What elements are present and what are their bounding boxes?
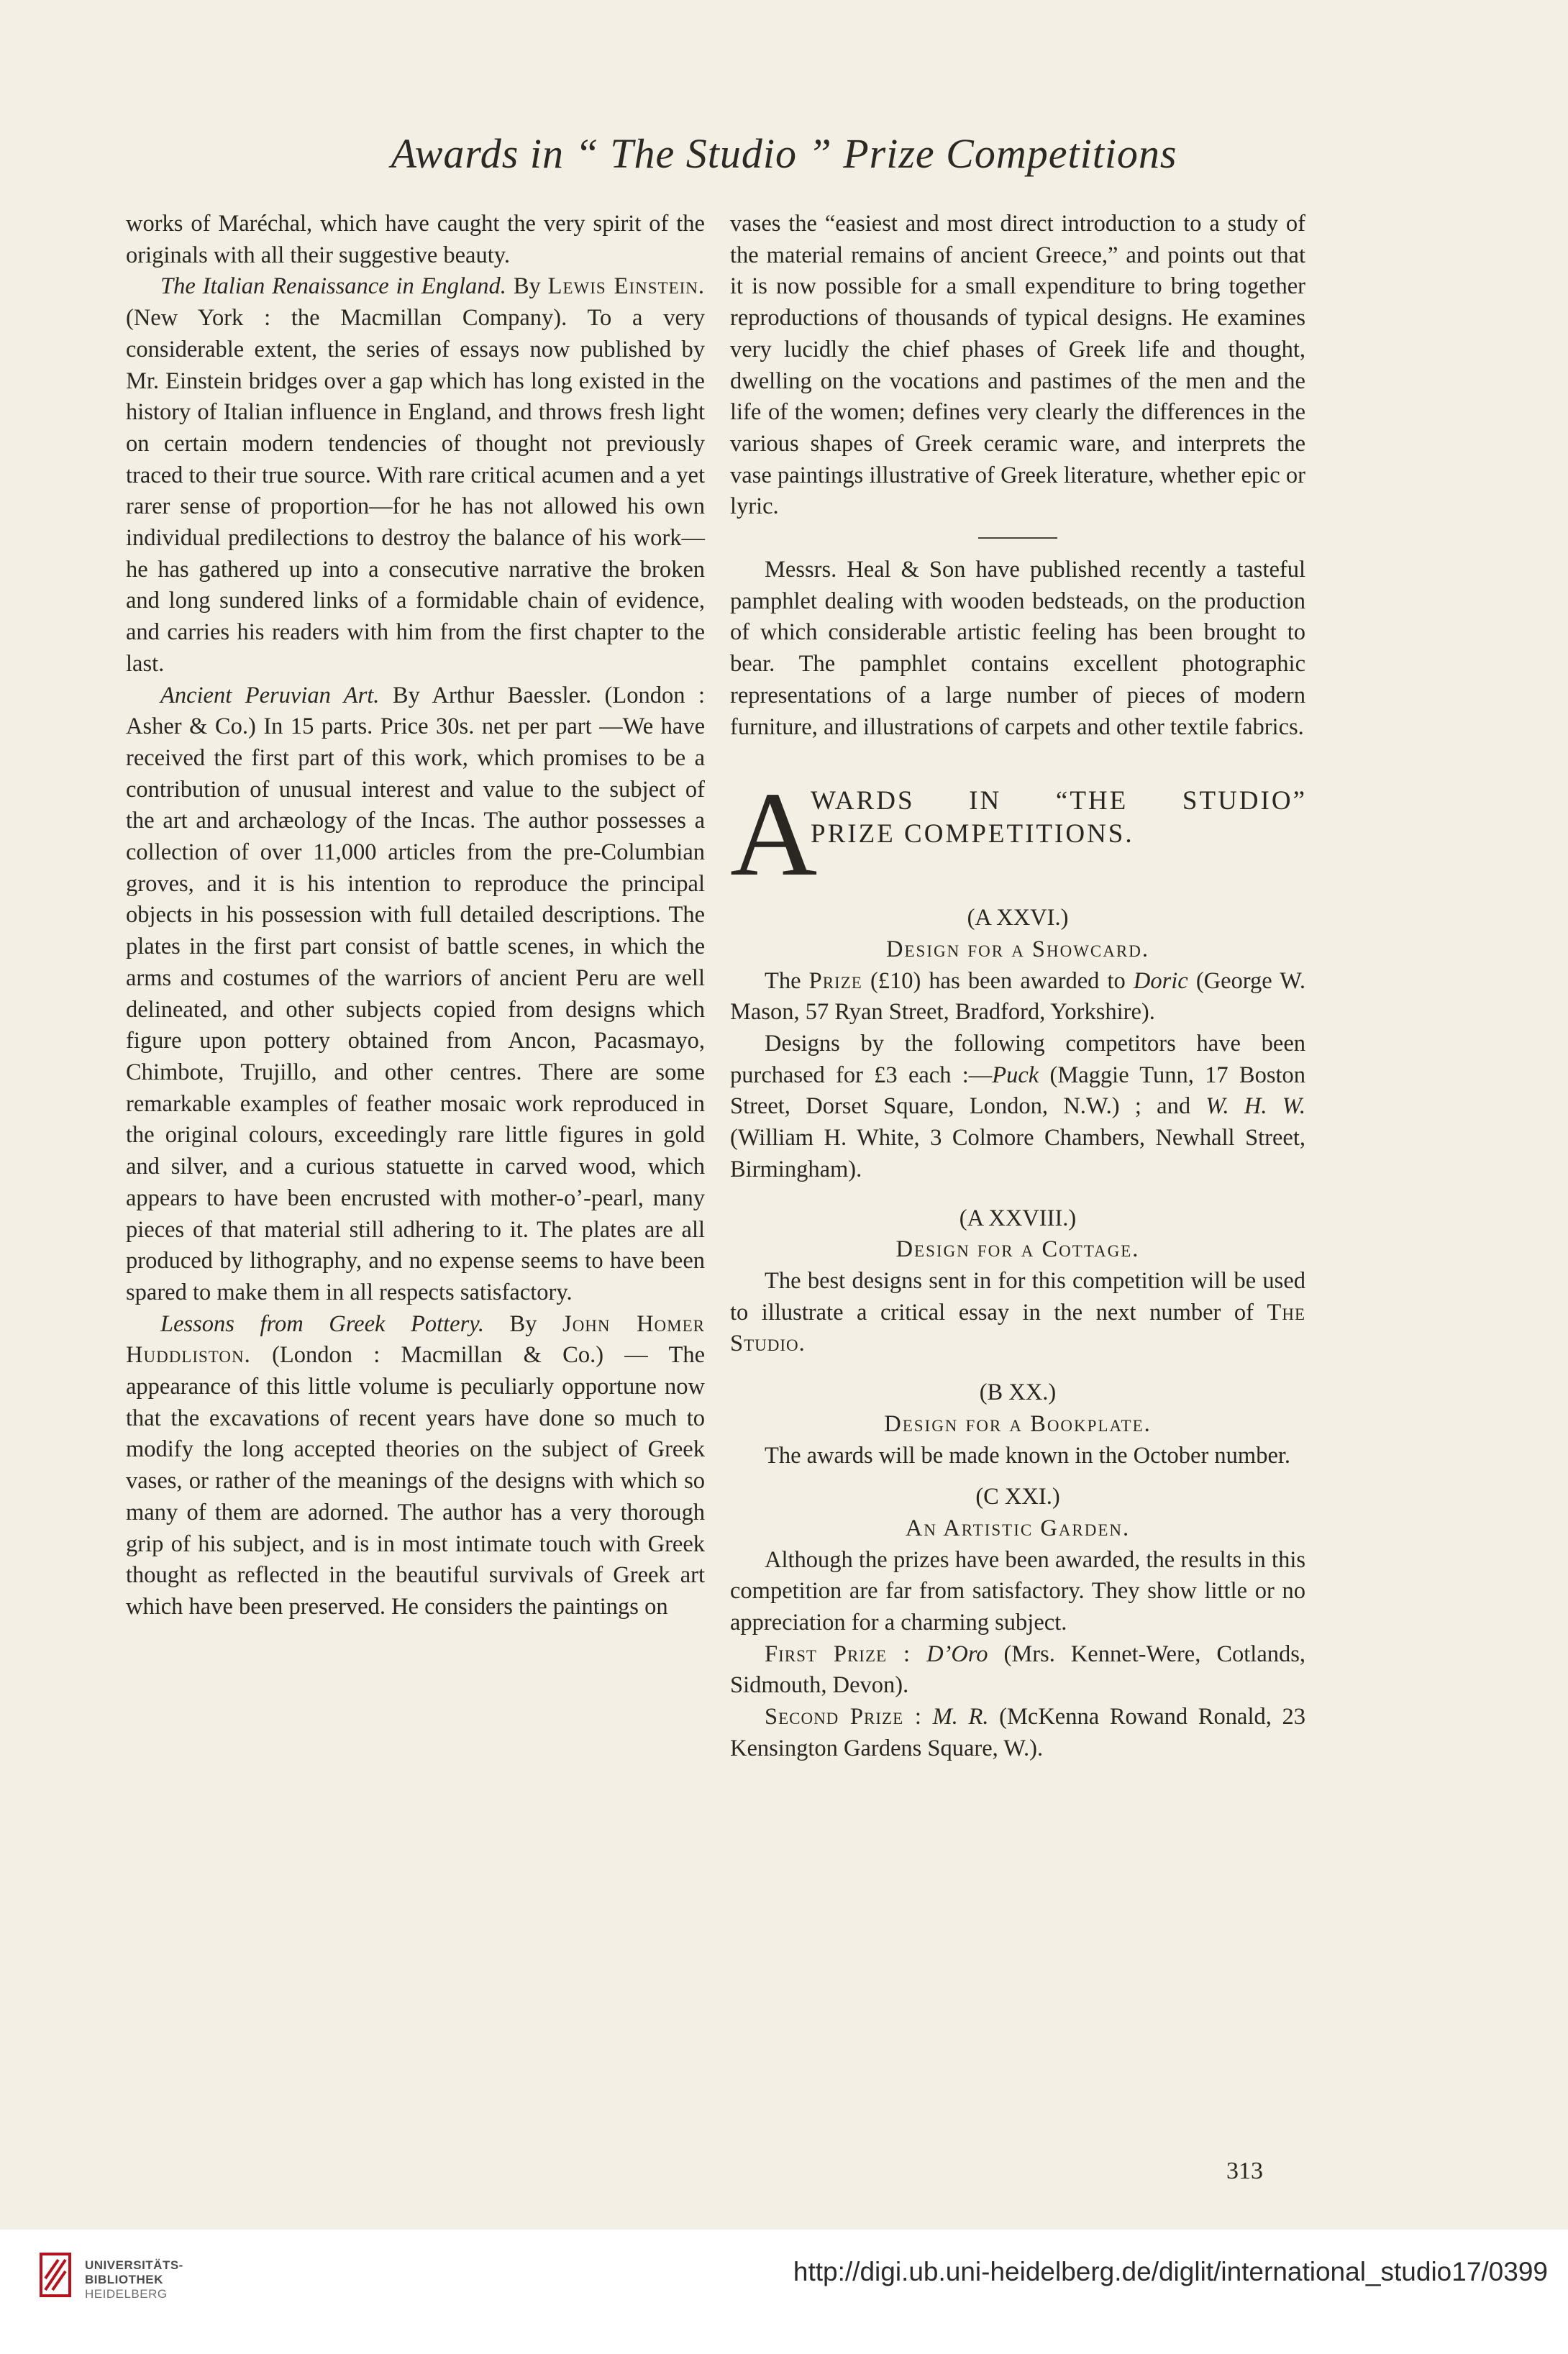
library-logo-icon — [40, 2253, 76, 2303]
paragraph: The best designs sent in for this competition will be used to illustrate a critical essay in the next number of The Studio. — [730, 1267, 1305, 1357]
book-author: John Homer Huddliston. — [126, 1310, 705, 1369]
book-title: The Italian Renaissance in England. — [160, 273, 506, 300]
competition-code: (C XXI.) — [975, 1484, 1060, 1510]
paragraph: vases the “easiest and most direct introduction to a study of the material remains of ancient Greece,” and points out that it is now possible for a small expenditure to bring together reproductions of thousands of typical designs. He examines very lucidly the chief phases of Greek life and thought, dwelling on the vocations and pastimes of the men and the life of the women; defines very clearly the differences in the various shapes of Greek ceramic ware, and interprets the vase paintings illustrative of Greek literature, whether epic or lyric. — [730, 211, 1305, 520]
awards-heading — [730, 767, 1307, 902]
drop-cap: A — [730, 767, 818, 902]
paragraph: First Prize : D’Oro (Mrs. Kennet-Were, Cotlands, Sidmouth, Devon). — [730, 1641, 1306, 1699]
digitization-footer — [0, 2230, 1568, 2354]
book-author: Lewis Einstein. — [547, 273, 706, 300]
competition-code: (A XXVI.) — [967, 905, 1069, 931]
paragraph: Although the prizes have been awarded, the results in this competition are far from satisfactory. They show little or no appreciation for a charming subject. — [730, 1546, 1305, 1636]
competition-title: Design for a Bookplate. — [884, 1410, 1152, 1437]
paragraph: The awards will be made known in the October number. — [765, 1442, 1291, 1469]
source-url-link[interactable]: http://digi.ub.uni-heidelberg.de/diglit/international_studio17/0399 — [793, 2257, 1548, 2286]
competition-title: An Artistic Garden. — [905, 1515, 1131, 1541]
library-name: UNIVERSITÄTS- BIBLIOTHEK HEIDELBERG — [85, 2258, 183, 2301]
paragraph: Second Prize : M. R. (McKenna Rowand Ronald, 23 Kensington Gardens Square, W.). — [730, 1704, 1306, 1761]
book-title: Ancient Peruvian Art. — [160, 682, 380, 708]
paragraph: The Prize (£10) has been awarded to Doric (George W. Mason, 57 Ryan Street, Bradford, Yorkshire). — [730, 967, 1306, 1026]
review-greek-pottery: Lessons from Greek Pottery. By John Homer Huddliston. (London : Macmillan & Co.) — The appearance of this little volume is peculiarly opportune now that the excavations of recent years have done so much to modify the long accepted theories on the subject of Greek vases, or rather of the meanings of the designs with which so many of them are adorned. The author has a very thorough grip of his subject, and is in most intimate touch with Greek thought as reflected in the beautiful survivals of Greek art which have been preserved. He considers the paintings on — [126, 1310, 706, 1620]
section-divider — [978, 537, 1057, 539]
competition-code: (A XXVIII.) — [959, 1205, 1077, 1231]
review-italian-renaissance: The Italian Renaissance in England. By Lewis Einstein. (New York : the Macmillan Company). To a very considerable extent, the series of essays now published by Mr. Einstein bridges over a gap which has long existed in the history of Italian influence in England, and throws fresh light on certain modern tendencies of thought not previously traced to their true source. With rare critical acumen and a yet rarer sense of proportion—for he has not allowed his own individual predilections to destroy the balance of his work—he has gathered up into a consecutive narrative the broken and long sundered links of a formidable chain of evidence, and carries his readers with him from the first chapter to the last. — [126, 273, 706, 677]
book-title: Lessons from Greek Pottery. — [160, 1310, 484, 1337]
running-head: Awards in “ The Studio ” Prize Competitions — [391, 130, 1177, 177]
competition-title: Design for a Showcard. — [886, 936, 1149, 962]
paragraph: Messrs. Heal & Son have published recently a tasteful pamphlet dealing with wooden bedsteads, on the production of which considerable artistic feeling has been brought to bear. The pamphlet contains excellent photographic representations of a large number of pieces of modern furniture, and illustrations of carpets and other textile fabrics. — [730, 557, 1305, 740]
competition-code: (B XX.) — [979, 1379, 1057, 1406]
review-ancient-peruvian-art: Ancient Peruvian Art. By Arthur Baessler. (London : Asher & Co.) In 15 parts. Price 30s. net per part —We have received the first part of this work, which promises to be a contribution of unusual interest and value to the subject of the art and archæology of the Incas. The author possesses a collection of over 11,000 articles from the pre-Columbian groves, and it is his intention to reproduce the principal objects in his possession with full detailed descriptions. The plates in the first part consist of battle scenes, in which the arms and costumes of the warriors of ancient Peru are well delineated, and other subjects copied from designs which figure upon pottery obtained from Ancon, Pacasmayo, Chimbote, Trujillo, and other centres. There are some remarkable examples of feather mosaic work reproduced in the original colours, exceedingly rare little figures in gold and silver, and a curious statuette in carved wood, which appears to have been encrusted with mother-o’-pearl, many pieces of that material still adhering to it. The plates are all produced by lithography, and no expense seems to have been spared to make them in all respects satisfactory. — [126, 682, 705, 1305]
awards-heading-text: WARDS IN “THE STUDIO” PRIZE COMPETITIONS. — [811, 786, 1307, 849]
left-column — [126, 209, 705, 1623]
paragraph: works of Maréchal, which have caught the very spirit of the originals with all their suggestive beauty. — [126, 211, 705, 268]
page-number: 313 — [1226, 2158, 1263, 2184]
right-column — [730, 209, 1305, 1765]
paragraph: Designs by the following competitors have been purchased for £3 each :—Puck (Maggie Tunn, 17 Boston Street, Dorset Square, London, N.W.) ; and W. H. W. (William H. White, 3 Colmore Chambers, Newhall Street, Birmingham). — [730, 1031, 1306, 1182]
competition-title: Design for a Cottage. — [895, 1236, 1140, 1263]
